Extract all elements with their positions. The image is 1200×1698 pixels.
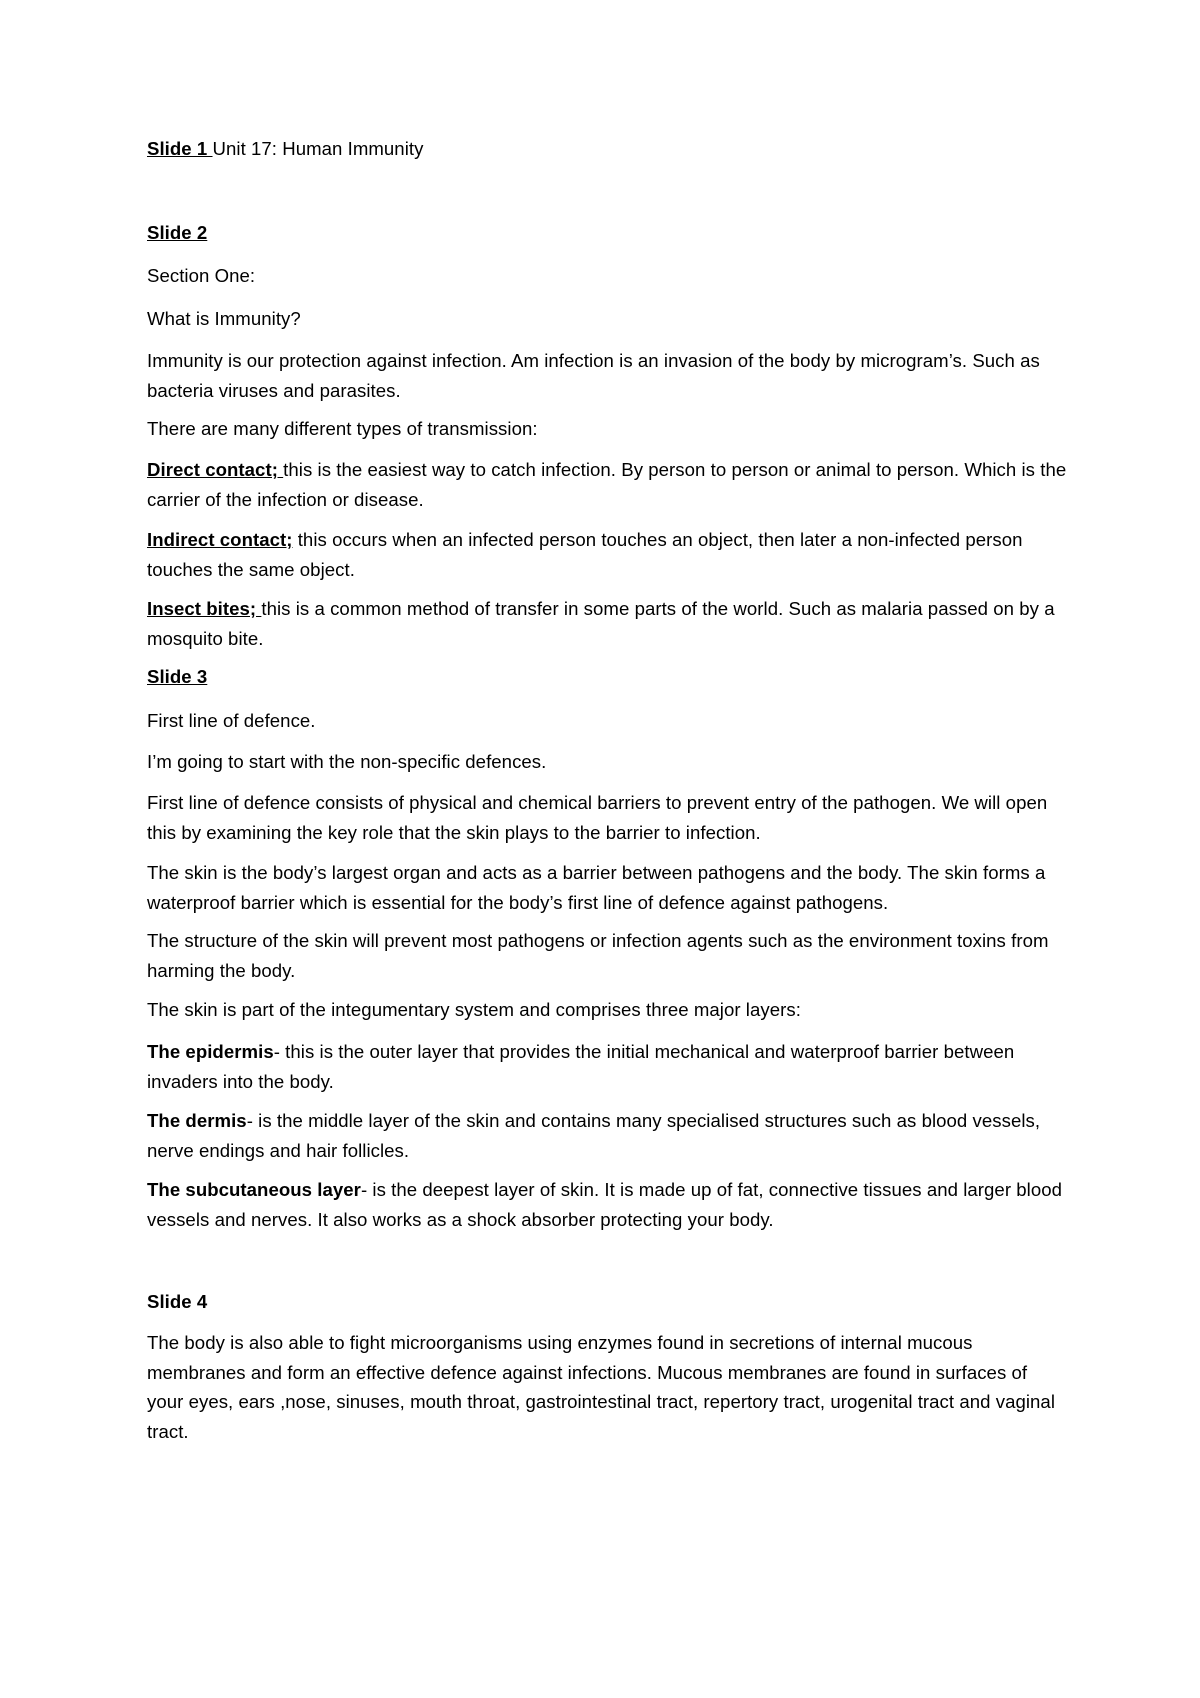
skin-structure-paragraph: The structure of the skin will prevent most pathogens or infection agents such as the environment toxins from harming the body. xyxy=(147,930,1049,981)
first-line-paragraph: First line of defence consists of physical and chemical barriers to prevent entry of the pathogen. We will open this by examining the key role that the skin plays to the barrier to infection. xyxy=(147,792,1048,843)
integumentary-paragraph: The skin is part of the integumentary system and comprises three major layers: xyxy=(147,999,801,1020)
indirect-contact-paragraph xyxy=(147,525,1067,584)
slide1-label: Slide 1 xyxy=(147,138,213,159)
dermis-paragraph xyxy=(147,1106,1067,1165)
direct-contact-label: Direct contact; xyxy=(147,459,284,480)
mucous-membranes-paragraph: The body is also able to fight microorganisms using enzymes found in secretions of internal mucous membranes and form an effective defence against infections. Mucous membranes are found in surfaces of your eyes, ears ,nose, sinuses, mouth throat, gastrointestinal tract, repertory tract, urogenital tract and vaginal tract. xyxy=(147,1332,1055,1442)
first-line-heading: First line of defence. xyxy=(147,710,316,731)
epidermis-paragraph xyxy=(147,1037,1067,1096)
slide3-heading xyxy=(147,662,1067,692)
slide2-heading xyxy=(147,218,1067,248)
slide4-heading xyxy=(147,1287,1067,1317)
epidermis-label: The epidermis xyxy=(147,1041,274,1062)
dermis-label: The dermis xyxy=(147,1110,247,1131)
direct-contact-text: this is the easiest way to catch infection. By person to person or animal to person. Which is the carrier of the infection or disease. xyxy=(147,459,1067,510)
direct-contact-paragraph xyxy=(147,455,1067,514)
skin-organ-paragraph: The skin is the body’s largest organ and acts as a barrier between pathogens and the body. The skin forms a waterproof barrier which is essential for the body’s first line of defence against pathogens. xyxy=(147,862,1046,913)
subcutaneous-label: The subcutaneous layer xyxy=(147,1179,361,1200)
section-one: Section One: xyxy=(147,265,256,286)
subcutaneous-text: - is the deepest layer of skin. It is made up of fat, connective tissues and larger blood vessels and nerves. It also works as a shock absorber protecting your body. xyxy=(147,1179,1063,1230)
subcutaneous-paragraph xyxy=(147,1175,1067,1234)
dermis-text: - is the middle layer of the skin and contains many specialised structures such as blood vessels, nerve endings and hair follicles. xyxy=(147,1110,1041,1161)
transmission-intro: There are many different types of transmission: xyxy=(147,418,538,439)
slide1-title: Unit 17: Human Immunity xyxy=(212,138,424,159)
document-page xyxy=(147,0,1067,1698)
indirect-contact-label: Indirect contact; xyxy=(147,529,293,550)
indirect-contact-text: this occurs when an infected person touches an object, then later a non-infected person touches the same object. xyxy=(147,529,1023,580)
insect-bites-text: this is a common method of transfer in some parts of the world. Such as malaria passed on by a mosquito bite. xyxy=(147,598,1055,649)
slide2-label: Slide 2 xyxy=(147,222,208,243)
non-specific-intro: I’m going to start with the non-specific defences. xyxy=(147,751,547,772)
immunity-intro: Immunity is our protection against infection. Am infection is an invasion of the body by microgram’s. Such as bacteria viruses and parasites. xyxy=(147,350,1040,401)
insect-bites-paragraph xyxy=(147,594,1067,653)
epidermis-text: - this is the outer layer that provides the initial mechanical and waterproof barrier between invaders into the body. xyxy=(147,1041,1015,1092)
immunity-question: What is Immunity? xyxy=(147,308,301,329)
slide1-heading xyxy=(147,134,1067,164)
slide3-label: Slide 3 xyxy=(147,666,208,687)
insect-bites-label: Insect bites; xyxy=(147,598,262,619)
slide4-label: Slide 4 xyxy=(147,1291,208,1312)
